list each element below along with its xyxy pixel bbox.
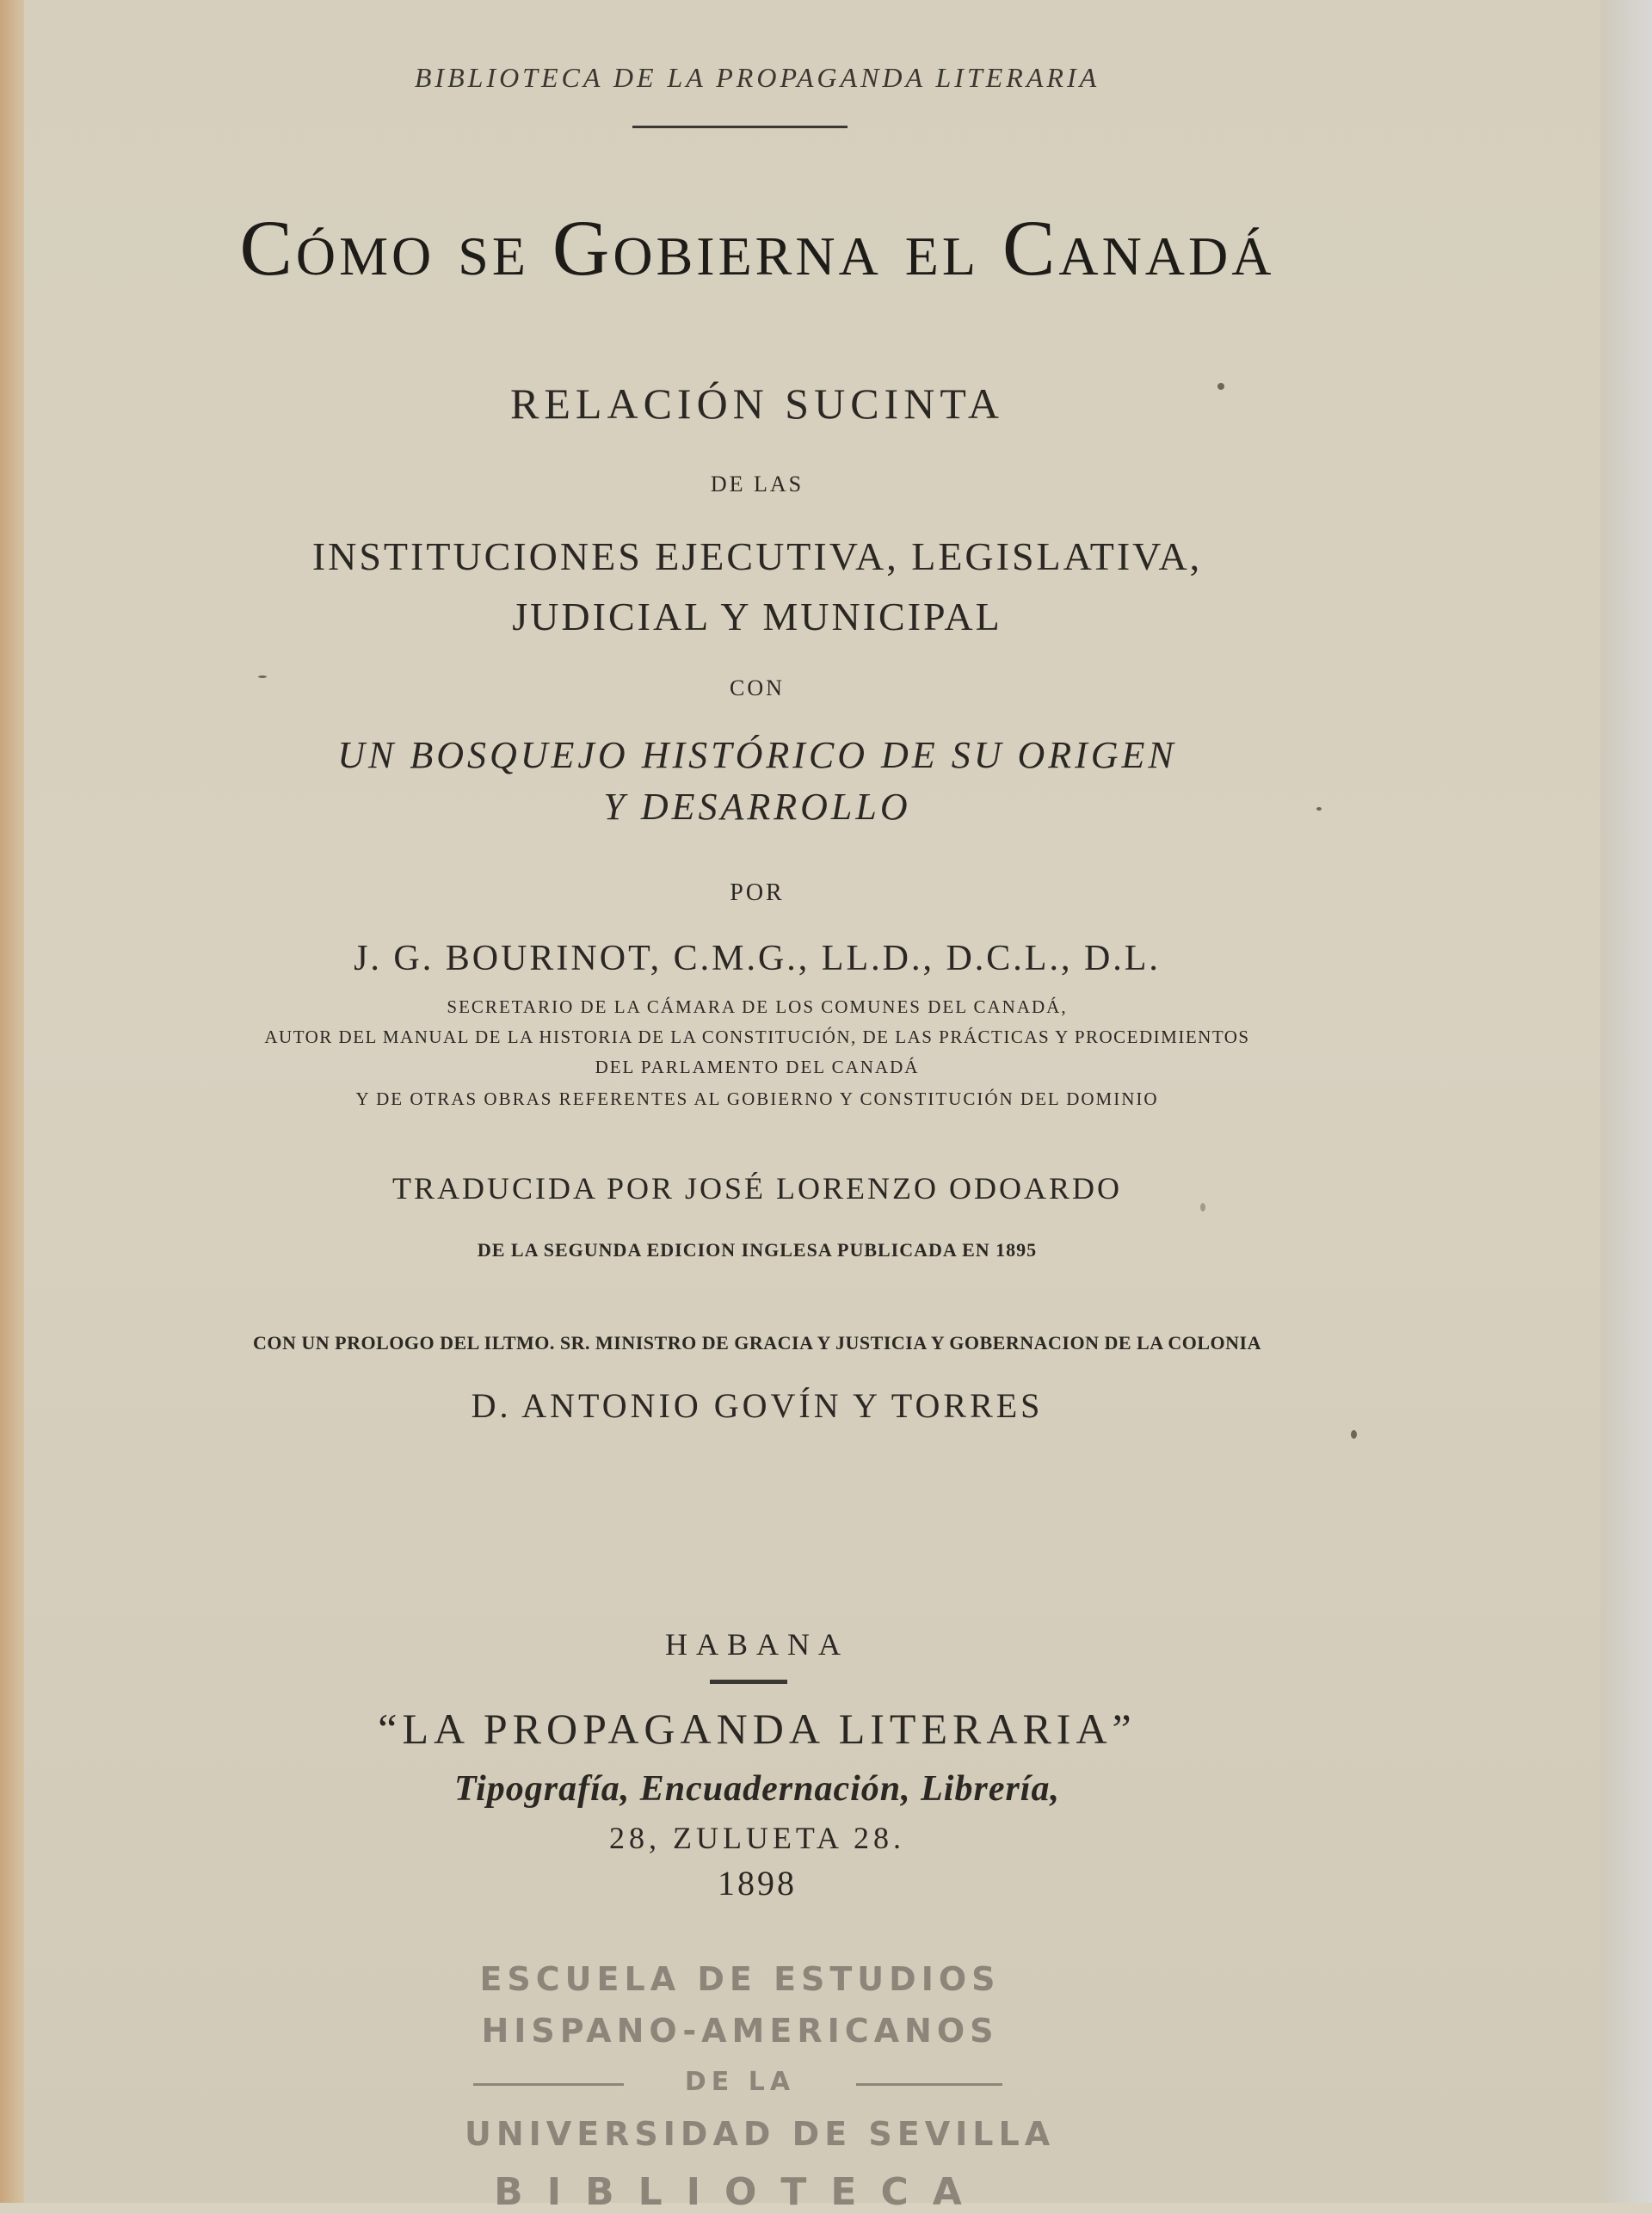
paper-speck <box>1351 1430 1357 1439</box>
prologue-note: CON UN PROLOGO DEL ILTMO. SR. MINISTRO DE GRACIA Y JUSTICIA Y GOBERNACION DE LA COLONIA <box>253 1332 1261 1354</box>
year: 1898 <box>718 1864 797 1903</box>
author-name: J. G. BOURINOT, C.M.G., LL.D., D.C.L., D.L. <box>354 939 1161 978</box>
book-title: Cómo se Gobierna el Canadá <box>239 204 1275 292</box>
con: CON <box>730 675 785 700</box>
author-desc-4: Y DE OTRAS OBRAS REFERENTES AL GOBIERNO Y CONSTITUCIÓN DEL DOMINIO <box>355 1088 1159 1109</box>
subtitle: RELACIÓN SUCINTA <box>510 379 1004 428</box>
series-rule <box>632 126 848 128</box>
library-stamp-line-4: UNIVERSIDAD DE SEVILLA <box>465 2115 1056 2153</box>
edition-note: DE LA SEGUNDA EDICION INGLESA PUBLICADA EN 1895 <box>477 1239 1038 1261</box>
paper-speck <box>1217 383 1224 390</box>
address: 28, ZULUETA 28. <box>608 1821 906 1855</box>
de-las: DE LAS <box>710 472 804 496</box>
city: HABANA <box>664 1627 849 1662</box>
sketch-line-1: UN BOSQUEJO HISTÓRICO DE SU ORIGEN <box>337 734 1177 776</box>
sketch-line-2: Y DESARROLLO <box>603 786 911 828</box>
paper-speck <box>1200 1203 1205 1212</box>
library-stamp-line-3: DE LA <box>684 2067 796 2097</box>
institutions-line-2: JUDICIAL Y MUNICIPAL <box>512 595 1002 638</box>
background-right <box>1600 0 1652 2203</box>
paper-speck <box>258 675 267 678</box>
city-rule <box>710 1680 787 1684</box>
author-desc-2: AUTOR DEL MANUAL DE LA HISTORIA DE LA CONSTITUCIÓN, DE LAS PRÁCTICAS Y PROCEDIMIENTOS <box>264 1027 1250 1047</box>
library-stamp-line-5: BIBLIOTECA <box>494 2170 986 2214</box>
institutions-line-1: INSTITUCIONES EJECUTIVA, LEGISLATIVA, <box>311 534 1203 578</box>
paper-speck <box>1316 807 1322 811</box>
library-stamp-line-2: HISPANO-AMERICANOS <box>481 2012 999 2050</box>
library-stamp-line-1: ESCUELA DE ESTUDIOS <box>479 1960 1001 1998</box>
series-heading: BIBLIOTECA DE LA PROPAGANDA LITERARIA <box>414 62 1100 93</box>
por: POR <box>730 879 785 906</box>
prologue-author: D. ANTONIO GOVÍN Y TORRES <box>471 1386 1044 1425</box>
author-desc-3: DEL PARLAMENTO DEL CANADÁ <box>595 1057 920 1077</box>
publisher-trades: Tipografía, Encuadernación, Librería, <box>454 1769 1060 1809</box>
author-desc-1: SECRETARIO DE LA CÁMARA DE LOS COMUNES DEL CANADÁ, <box>447 996 1068 1017</box>
translator: TRADUCIDA POR JOSÉ LORENZO ODOARDO <box>391 1171 1123 1206</box>
publisher: “LA PROPAGANDA LITERARIA” <box>378 1705 1137 1753</box>
